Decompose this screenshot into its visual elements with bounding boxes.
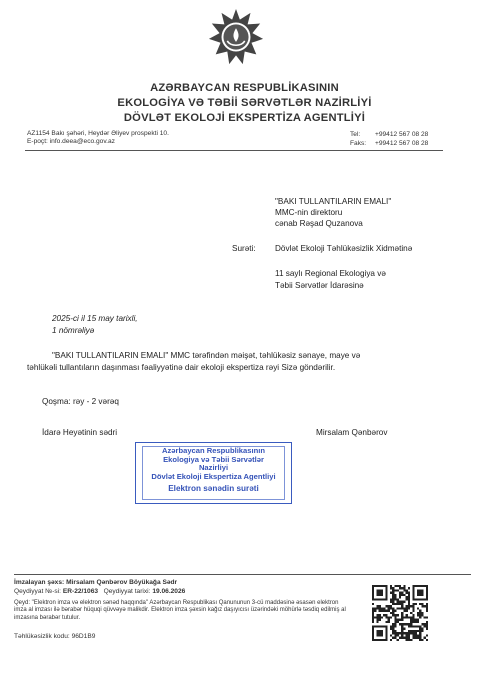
security-code-label: Təhlükəsizlik kodu: <box>14 633 70 640</box>
fax-label: Faks: <box>350 140 367 147</box>
header-line-3: DÖVLƏT EKOLOJİ EKSPERTİZA AGENTLİYİ <box>123 112 366 124</box>
reg-no-label: Qeydiyyat №-si: <box>14 588 62 595</box>
electronic-copy-stamp <box>135 442 292 504</box>
footer-divider <box>14 574 471 575</box>
stamp-line-2: Ekologiya və Təbii Sərvətlər <box>163 454 264 464</box>
azerbaijan-emblem-icon <box>207 8 265 66</box>
stamp-line-4: Dövlət Ekoloji Ekspertiza Agentliyi <box>151 471 276 481</box>
address: AZ1154 Bakı şəhəri, Heydər Əliyev prospekti 10. <box>27 130 169 137</box>
stamp-line-1: Azərbaycan Respublikasının <box>162 446 265 455</box>
stamp-line-3: Nazirliyi <box>198 463 229 473</box>
legal-note <box>14 600 364 622</box>
signer-name: Mirsalam Qənbərov <box>316 428 388 437</box>
recipient-line-3: cənab Rəşad Quzanova <box>275 219 363 228</box>
copy-label: Surəti: <box>232 244 256 253</box>
body-line-2: təhlükəli tullantıların daşınması fəaliyyətinə dair ekoloji ekspertiza rəyi Sizə göndərilir. <box>27 363 336 372</box>
legal-note-line-1: Qeyd: "Elektron imza və elektron sənəd haqqında" Azərbaycan Respublikası Qanununun 3-cü maddəsinə əsasən elektron <box>14 600 339 606</box>
attachment: Qoşma: rəy - 2 vərəq <box>42 397 119 406</box>
copy-recipient-1: Dövlət Ekoloji Təhlükəsizlik Xidmətinə <box>275 244 413 253</box>
qr-code-icon[interactable] <box>372 585 428 641</box>
tel-number: +99412 567 08 28 <box>375 131 429 138</box>
body-line-1: "BAKI TULLANTILARIN EMALI" MMC tərəfindən məişət, təhlükəsiz sənaye, maye və <box>52 351 361 360</box>
footer-registration-row <box>14 588 185 595</box>
security-code-value: 96D1B9 <box>71 633 96 640</box>
security-code-row <box>14 633 95 640</box>
reference-number: 1 nömrəliyə <box>52 326 95 335</box>
email: E-poçt: info.deea@eco.gov.az <box>27 138 115 145</box>
fax-number: +99412 567 08 28 <box>375 140 429 147</box>
stamp-line-5: Elektron sənədin surəti <box>168 484 259 494</box>
copy-recipient-2-line-2: Təbii Sərvətlər İdarəsinə <box>275 281 364 290</box>
legal-note-line-2: imza al imzası ilə bərabər hüquqi qüvvəyə malikdir. Elektron imza şəxsin kağız daşıyıcısı üzərindəki möhürlə təsdiq edilmiş al <box>14 607 346 614</box>
legal-note-line-3: imzasına bərabər tutulur. <box>14 614 81 621</box>
tel-label: Tel: <box>350 131 361 138</box>
signer-position: İdarə Heyətinin sədri <box>42 428 118 437</box>
header-divider <box>25 150 443 151</box>
reg-date-value: 19.06.2026 <box>152 588 186 595</box>
signer-value: Mirsalam Qənbərov Böyükağa Sədr <box>66 579 178 586</box>
footer-signer-row <box>14 579 177 586</box>
reg-date-label: Qeydiyyat tarixi: <box>103 588 151 595</box>
recipient-line-2: MMC-nin direktoru <box>275 208 343 217</box>
stamp-inner-frame <box>142 446 285 500</box>
signer-label: İmzalayan şəxs: <box>14 579 65 586</box>
reference-date: 2025-ci il 15 may tarixli, <box>52 314 138 323</box>
reg-no-value: ER-22/1063 <box>62 588 99 595</box>
header-line-1: AZƏRBAYCAN RESPUBLİKASININ <box>150 82 339 94</box>
copy-recipient-2-line-1: 11 saylı Regional Ekologiya və <box>275 269 386 278</box>
recipient-line-1: "BAKI TULLANTILARIN EMALI" <box>275 197 392 206</box>
header-line-2: EKOLOGİYA VƏ TƏBİİ SƏRVƏTLƏR NAZİRLİYİ <box>117 97 372 109</box>
